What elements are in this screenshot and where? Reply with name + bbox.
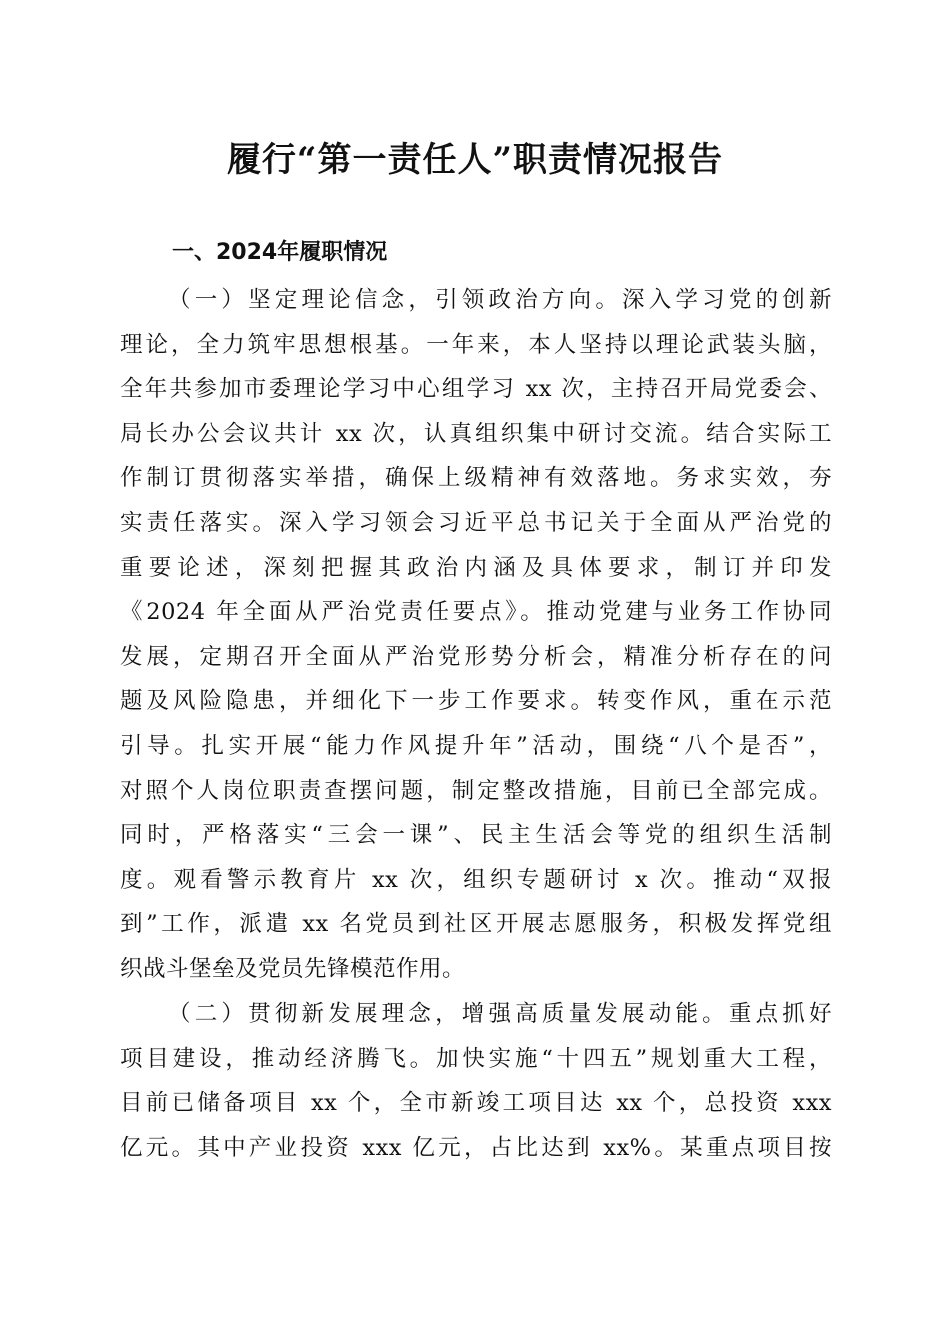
text-line: 对照个人岗位职责查摆问题，制定整改措施，目前已全部完成。 — [120, 777, 832, 804]
text-line: 《2024 年全面从严治党责任要点》。推动党建与业务工作协同 — [120, 599, 832, 626]
paragraph-2 — [120, 992, 832, 1170]
text-line: 项目建设，推动经济腾飞。加快实施“十四五”规划重大工程， — [120, 1045, 832, 1072]
text-line: 发展，定期召开全面从严治党形势分析会，精准分析存在的问 — [120, 643, 832, 670]
text-line: 到”工作，派遣 xx 名党员到社区开展志愿服务，积极发挥党组 — [120, 911, 832, 938]
text-line: （二）贯彻新发展理念，增强高质量发展动能。重点抓好 — [168, 1001, 832, 1027]
text-line: 引导。扎实开展“能力作风提升年”活动，围绕“八个是否”， — [120, 732, 832, 759]
text-line: 目前已储备项目 xx 个，全市新竣工项目达 xx 个，总投资 xxx — [120, 1090, 832, 1117]
text-line: 作制订贯彻落实举措，确保上级精神有效落地。务求实效，夯 — [120, 465, 832, 492]
text-line: （一）坚定理论信念，引领政治方向。深入学习党的创新 — [168, 287, 832, 313]
text-line: 全年共参加市委理论学习中心组学习 xx 次，主持召开局党委会、 — [120, 376, 832, 403]
text-line: 度。观看警示教育片 xx 次，组织专题研讨 x 次。推动“双报 — [120, 866, 832, 893]
paragraph-1 — [120, 278, 832, 992]
text-line: 织战斗堡垒及党员先锋模范作用。 — [120, 955, 466, 982]
section-heading: 一、2024年履职情况 — [172, 240, 388, 265]
text-line: 实责任落实。深入学习领会习近平总书记关于全面从严治党的 — [120, 509, 832, 536]
text-line: 局长办公会议共计 xx 次，认真组织集中研讨交流。结合实际工 — [120, 420, 832, 447]
text-line: 题及风险隐患，并细化下一步工作要求。转变作风，重在示范 — [120, 688, 832, 715]
text-line: 重要论述，深刻把握其政治内涵及具体要求，制订并印发 — [120, 554, 832, 581]
text-line: 同时，严格落实“三会一课”、民主生活会等党的组织生活制 — [120, 822, 832, 849]
text-line: 亿元。其中产业投资 xxx 亿元，占比达到 xx%。某重点项目按 — [120, 1134, 832, 1161]
text-line: 理论，全力筑牢思想根基。一年来，本人坚持以理论武装头脑， — [120, 331, 832, 358]
document-title: 履行“第一责任人”职责情况报告 — [226, 140, 724, 180]
